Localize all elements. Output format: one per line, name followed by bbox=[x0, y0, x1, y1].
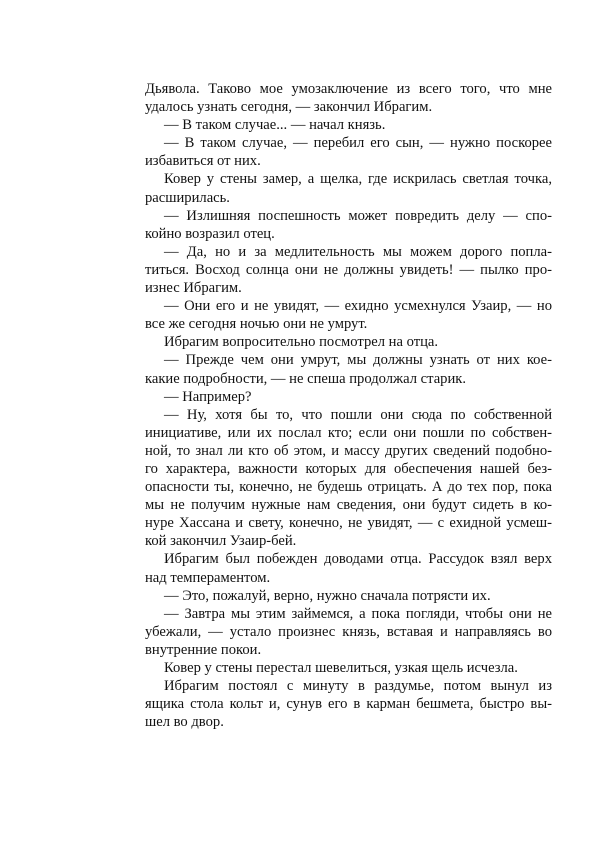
text-line: титься. Восход солнца они не должны увидеть! — пылко про- bbox=[145, 261, 552, 278]
text-line: инициативе, или их послал кто; если они пошли по собствен- bbox=[145, 424, 552, 441]
text-line: избавиться от них. bbox=[145, 153, 261, 170]
text-line: — Прежде чем они умрут, мы должны узнать от них кое- bbox=[164, 352, 552, 369]
text-line: — В таком случае, — перебил его сын, — нужно поскорее bbox=[164, 135, 552, 152]
text-line: над темпераментом. bbox=[145, 569, 271, 586]
text-line: — Например? bbox=[164, 388, 252, 405]
text-line: Ибрагим был побежден доводами отца. Рассудок взял верх bbox=[164, 551, 552, 568]
body-text bbox=[145, 80, 552, 731]
text-line: Дьявола. Таково мое умозаключение из всего того, что мне bbox=[145, 81, 552, 97]
text-line: койно возразил отец. bbox=[145, 225, 275, 242]
text-line: мы не получим нужные нам сведения, они будут сидеть в ко- bbox=[145, 497, 552, 514]
text-line: удалось узнать сегодня, — закончил Ибрагим. bbox=[145, 99, 433, 116]
text-line: все же сегодня ночью они не умрут. bbox=[145, 316, 368, 333]
text-line: убежали, — устало произнес князь, вставая и направляясь во bbox=[145, 623, 552, 640]
text-line: — Да, но и за медлительность мы можем дорого попла- bbox=[164, 243, 552, 260]
text-line: расширилась. bbox=[145, 189, 230, 206]
text-line: внутренние покои. bbox=[145, 641, 262, 658]
text-line: Ковер у стены замер, а щелка, где искрилась светлая точка, bbox=[164, 171, 552, 188]
text-line: го характера, важности которых для обеспечения нашей без- bbox=[145, 460, 552, 477]
text-line: Ковер у стены перестал шевелиться, узкая щель исчезла. bbox=[164, 660, 518, 676]
text-line: — Излишняя поспешность может повредить делу — спо- bbox=[164, 207, 552, 224]
text-line: нуре Хассана и свету, конечно, не увидят, — с ехидной усмеш- bbox=[145, 515, 552, 532]
text-line: ящика стола кольт и, сунув его в карман бешмета, быстро вы- bbox=[145, 696, 552, 713]
text-line: Ибрагим постоял с минуту в раздумье, потом вынул из bbox=[164, 678, 552, 695]
text-line: — Они его и не увидят, — ехидно усмехнулся Узаир, — но bbox=[164, 298, 552, 315]
text-line: — Это, пожалуй, верно, нужно сначала потрясти их. bbox=[164, 587, 491, 604]
text-line: — Ну, хотя бы то, что пошли они сюда по собственной bbox=[164, 406, 552, 423]
text-line: какие подробности, — не спеша продолжал старик. bbox=[145, 370, 467, 387]
text-line: опасности ты, конечно, не будешь отрицать. А до тех пор, пока bbox=[145, 479, 552, 496]
text-line: — Завтра мы этим займемся, а пока погляди, чтобы они не bbox=[164, 605, 552, 622]
text-line: ной, то знал ли кто об этом, и массу других сведений подобно- bbox=[145, 442, 552, 459]
text-line: Ибрагим вопросительно посмотрел на отца. bbox=[164, 334, 439, 351]
text-line: — В таком случае... — начал князь. bbox=[164, 117, 386, 134]
text-line: кой закончил Узаир-бей. bbox=[145, 533, 297, 550]
text-line: изнес Ибрагим. bbox=[145, 280, 242, 297]
text-line: шел во двор. bbox=[145, 714, 224, 731]
